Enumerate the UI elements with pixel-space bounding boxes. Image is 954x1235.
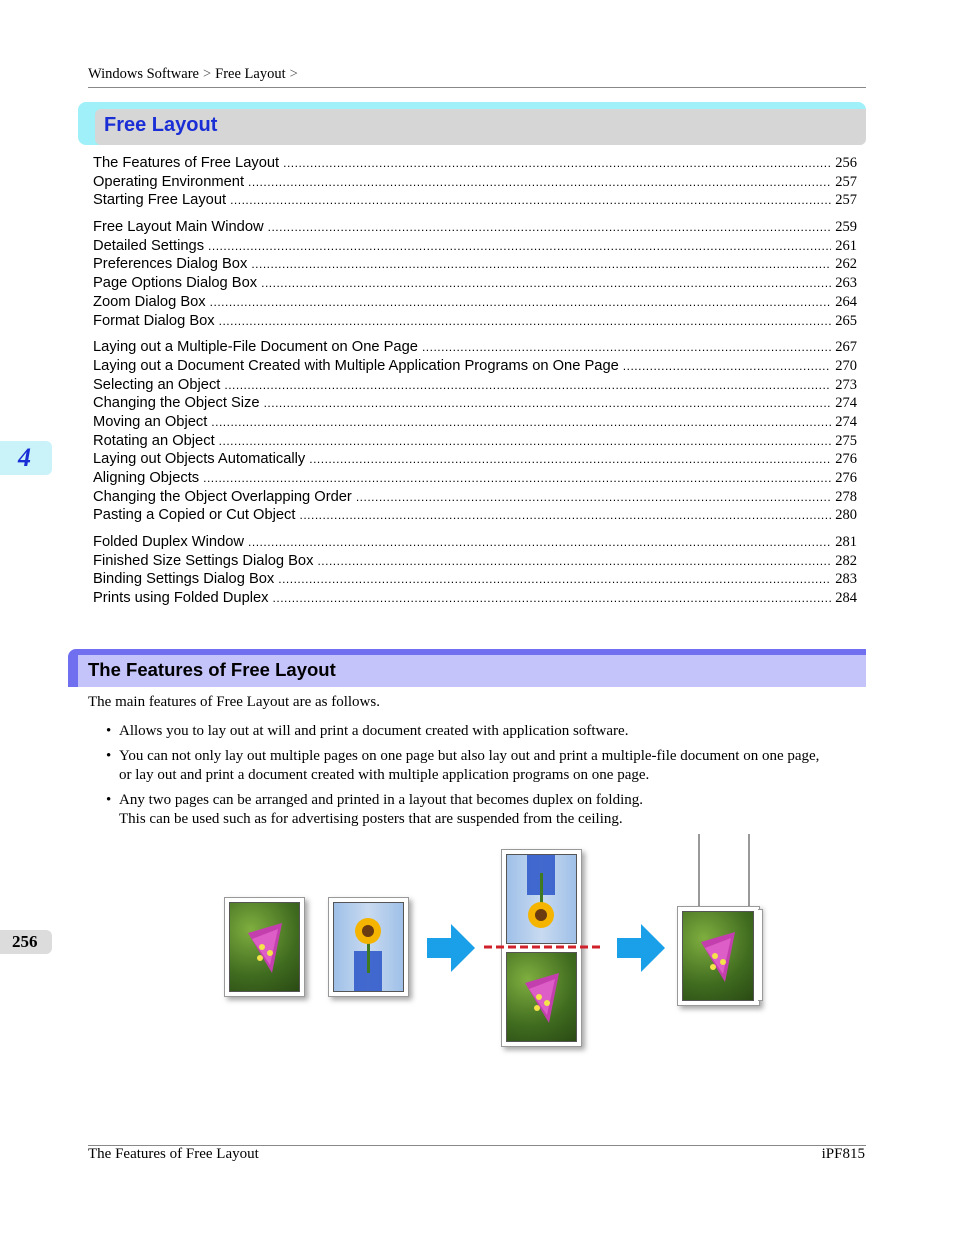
- toc-entry-page: 262: [835, 256, 857, 273]
- toc-entry[interactable]: [93, 173, 857, 192]
- toc-leader-dots: [317, 552, 831, 571]
- toc-entry[interactable]: [93, 570, 857, 589]
- breadcrumb: [88, 66, 302, 83]
- toc-entry-page: 274: [835, 413, 857, 430]
- breadcrumb-separator: >: [202, 66, 212, 82]
- toc-entry-page: 267: [835, 339, 857, 356]
- toc-entry[interactable]: [93, 589, 857, 608]
- page-card-combined: [501, 849, 582, 1047]
- toc-entry[interactable]: [93, 312, 857, 331]
- toc-entry-page: 276: [835, 451, 857, 468]
- toc-entry-title: Moving an Object: [93, 413, 208, 430]
- toc-leader-dots: [261, 274, 831, 293]
- toc-leader-dots: [273, 589, 832, 608]
- footer-model-name: iPF815: [821, 1146, 865, 1162]
- toc-entry-title: Laying out a Document Created with Multiple Application Programs on One Page: [93, 357, 619, 374]
- toc-leader-dots: [299, 506, 831, 525]
- feature-item: • Allows you to lay out at will and print a document created with application software.: [106, 722, 866, 741]
- sunflower-photo: [333, 902, 404, 992]
- toc-entry-page: 265: [835, 312, 857, 329]
- toc-entry-page: 280: [835, 507, 857, 524]
- breadcrumb-separator: >: [289, 66, 298, 82]
- toc-entry[interactable]: [93, 394, 857, 413]
- toc-entry-page: 270: [835, 357, 857, 374]
- toc-group: [93, 154, 857, 210]
- toc-entry[interactable]: [93, 450, 857, 469]
- sunflower-image-inverted: [507, 855, 576, 943]
- toc-entry[interactable]: [93, 255, 857, 274]
- toc-entry-page: 283: [835, 571, 857, 588]
- toc-entry-page: 282: [835, 552, 857, 569]
- feature-item: • Any two pages can be arranged and printed in a layout that becomes duplex on folding. This can be used such as for advertising posters that are suspended from the ceiling.: [106, 791, 866, 829]
- footer-section-title: The Features of Free Layout: [88, 1146, 259, 1162]
- toc-leader-dots: [208, 237, 831, 256]
- toc-entry-page: 259: [835, 219, 857, 236]
- toc-leader-dots: [268, 218, 832, 237]
- flower-image-poster: [683, 912, 753, 1000]
- toc-entry-title: Starting Free Layout: [93, 192, 227, 209]
- section-intro: The main features of Free Layout are as follows.: [88, 694, 380, 710]
- toc-leader-dots: [224, 376, 831, 395]
- toc-entry[interactable]: [93, 218, 857, 237]
- arrow-right-icon: [427, 924, 475, 972]
- toc-entry-title: Changing the Object Size: [93, 395, 260, 412]
- toc-entry-title: The Features of Free Layout: [93, 155, 280, 171]
- page-card-sunflower: [328, 897, 409, 997]
- toc-leader-dots: [264, 394, 832, 413]
- chapter-title: Free Layout: [104, 114, 218, 136]
- toc-entry-page: 257: [835, 192, 857, 209]
- page-card-flower: [224, 897, 305, 997]
- header-rule: [88, 87, 866, 88]
- toc-entry[interactable]: [93, 154, 857, 173]
- toc-entry-title: Pasting a Copied or Cut Object: [93, 507, 296, 524]
- toc-entry-page: 275: [835, 432, 857, 449]
- arrow-right-icon: [617, 924, 665, 972]
- section-heading: The Features of Free Layout: [88, 659, 336, 680]
- hanging-poster-back-edge: [758, 909, 763, 1001]
- sunflower-photo-inverted: [506, 854, 577, 944]
- toc-leader-dots: [422, 338, 831, 357]
- toc-entry-page: 264: [835, 293, 857, 310]
- toc-entry-title: Folded Duplex Window: [93, 534, 245, 551]
- page-number: 256: [12, 932, 38, 951]
- chapter-tab-number: 4: [18, 443, 31, 472]
- toc-entry-page: 278: [835, 488, 857, 505]
- toc-entry-title: Prints using Folded Duplex: [93, 590, 269, 607]
- toc-entry[interactable]: [93, 552, 857, 571]
- flower-photo-poster: [682, 911, 754, 1001]
- toc-entry-title: Operating Environment: [93, 173, 245, 190]
- toc-entry-title: Rotating an Object: [93, 432, 215, 449]
- toc-entry-title: Finished Size Settings Dialog Box: [93, 552, 314, 569]
- toc-entry-title: Aligning Objects: [93, 470, 200, 486]
- toc-entry[interactable]: [93, 488, 857, 507]
- toc-group: [93, 338, 857, 525]
- toc-entry-title: Zoom Dialog Box: [93, 293, 206, 310]
- toc-entry-title: Format Dialog Box: [93, 312, 215, 329]
- toc-leader-dots: [251, 255, 831, 274]
- hanging-poster: [677, 906, 760, 1006]
- toc-leader-dots: [623, 357, 831, 376]
- toc-entry-title: Preferences Dialog Box: [93, 256, 248, 273]
- toc-entry-title: Laying out a Multiple-File Document on One Page: [93, 339, 418, 356]
- flower-image: [230, 903, 299, 991]
- toc-entry-page: 276: [835, 470, 857, 486]
- toc-entry[interactable]: [93, 469, 857, 488]
- table-of-contents: [93, 154, 857, 616]
- toc-leader-dots: [283, 154, 831, 173]
- toc-entry-title: Changing the Object Overlapping Order: [93, 488, 352, 505]
- toc-leader-dots: [203, 469, 831, 488]
- toc-entry-title: Detailed Settings: [93, 237, 205, 254]
- feature-item: • You can not only lay out multiple pages on one page but also lay out and print a multiple-file document on one page, or lay out and print a document created with multiple application programs on one page.: [106, 747, 866, 785]
- toc-entry-title: Selecting an Object: [93, 376, 221, 393]
- toc-leader-dots: [248, 173, 831, 192]
- toc-leader-dots: [210, 293, 832, 312]
- toc-entry[interactable]: [93, 413, 857, 432]
- flower-photo-lower: [506, 952, 577, 1042]
- toc-entry-page: 263: [835, 275, 857, 292]
- toc-entry[interactable]: [93, 274, 857, 293]
- toc-entry-page: 274: [835, 395, 857, 412]
- toc-entry[interactable]: [93, 357, 857, 376]
- toc-entry[interactable]: [93, 191, 857, 210]
- flower-image-lower: [507, 953, 576, 1041]
- toc-entry-page: 281: [835, 534, 857, 551]
- flower-photo: [229, 902, 300, 992]
- toc-entry-page: 256: [835, 155, 857, 171]
- sunflower-image: [334, 903, 403, 991]
- toc-leader-dots: [356, 488, 831, 507]
- toc-entry-page: 273: [835, 376, 857, 393]
- toc-entry-page: 284: [835, 590, 857, 607]
- toc-entry[interactable]: [93, 432, 857, 451]
- chapter-tab: [0, 441, 52, 475]
- toc-leader-dots: [309, 450, 831, 469]
- toc-leader-dots: [219, 312, 832, 331]
- toc-group: [93, 218, 857, 330]
- toc-entry[interactable]: [93, 338, 857, 357]
- toc-leader-dots: [219, 432, 832, 451]
- toc-entry-title: Laying out Objects Automatically: [93, 451, 306, 468]
- toc-leader-dots: [248, 533, 831, 552]
- toc-entry[interactable]: [93, 293, 857, 312]
- toc-entry[interactable]: [93, 533, 857, 552]
- hanging-strings: [696, 834, 756, 910]
- toc-leader-dots: [211, 413, 831, 432]
- toc-leader-dots: [230, 191, 831, 210]
- toc-group: [93, 533, 857, 608]
- breadcrumb-item-windows-software[interactable]: Windows Software: [88, 66, 199, 82]
- toc-entry-title: Binding Settings Dialog Box: [93, 571, 275, 588]
- fold-line: [484, 944, 602, 950]
- toc-entry-title: Free Layout Main Window: [93, 219, 264, 236]
- page-number-tab: [0, 930, 52, 954]
- toc-leader-dots: [278, 570, 831, 589]
- breadcrumb-item-free-layout[interactable]: Free Layout: [215, 66, 286, 82]
- toc-entry[interactable]: [93, 237, 857, 256]
- toc-entry[interactable]: [93, 376, 857, 395]
- toc-entry[interactable]: [93, 506, 857, 525]
- feature-list: [106, 722, 866, 835]
- toc-entry-page: 257: [835, 173, 857, 190]
- toc-entry-title: Page Options Dialog Box: [93, 275, 258, 292]
- toc-entry-page: 261: [835, 237, 857, 254]
